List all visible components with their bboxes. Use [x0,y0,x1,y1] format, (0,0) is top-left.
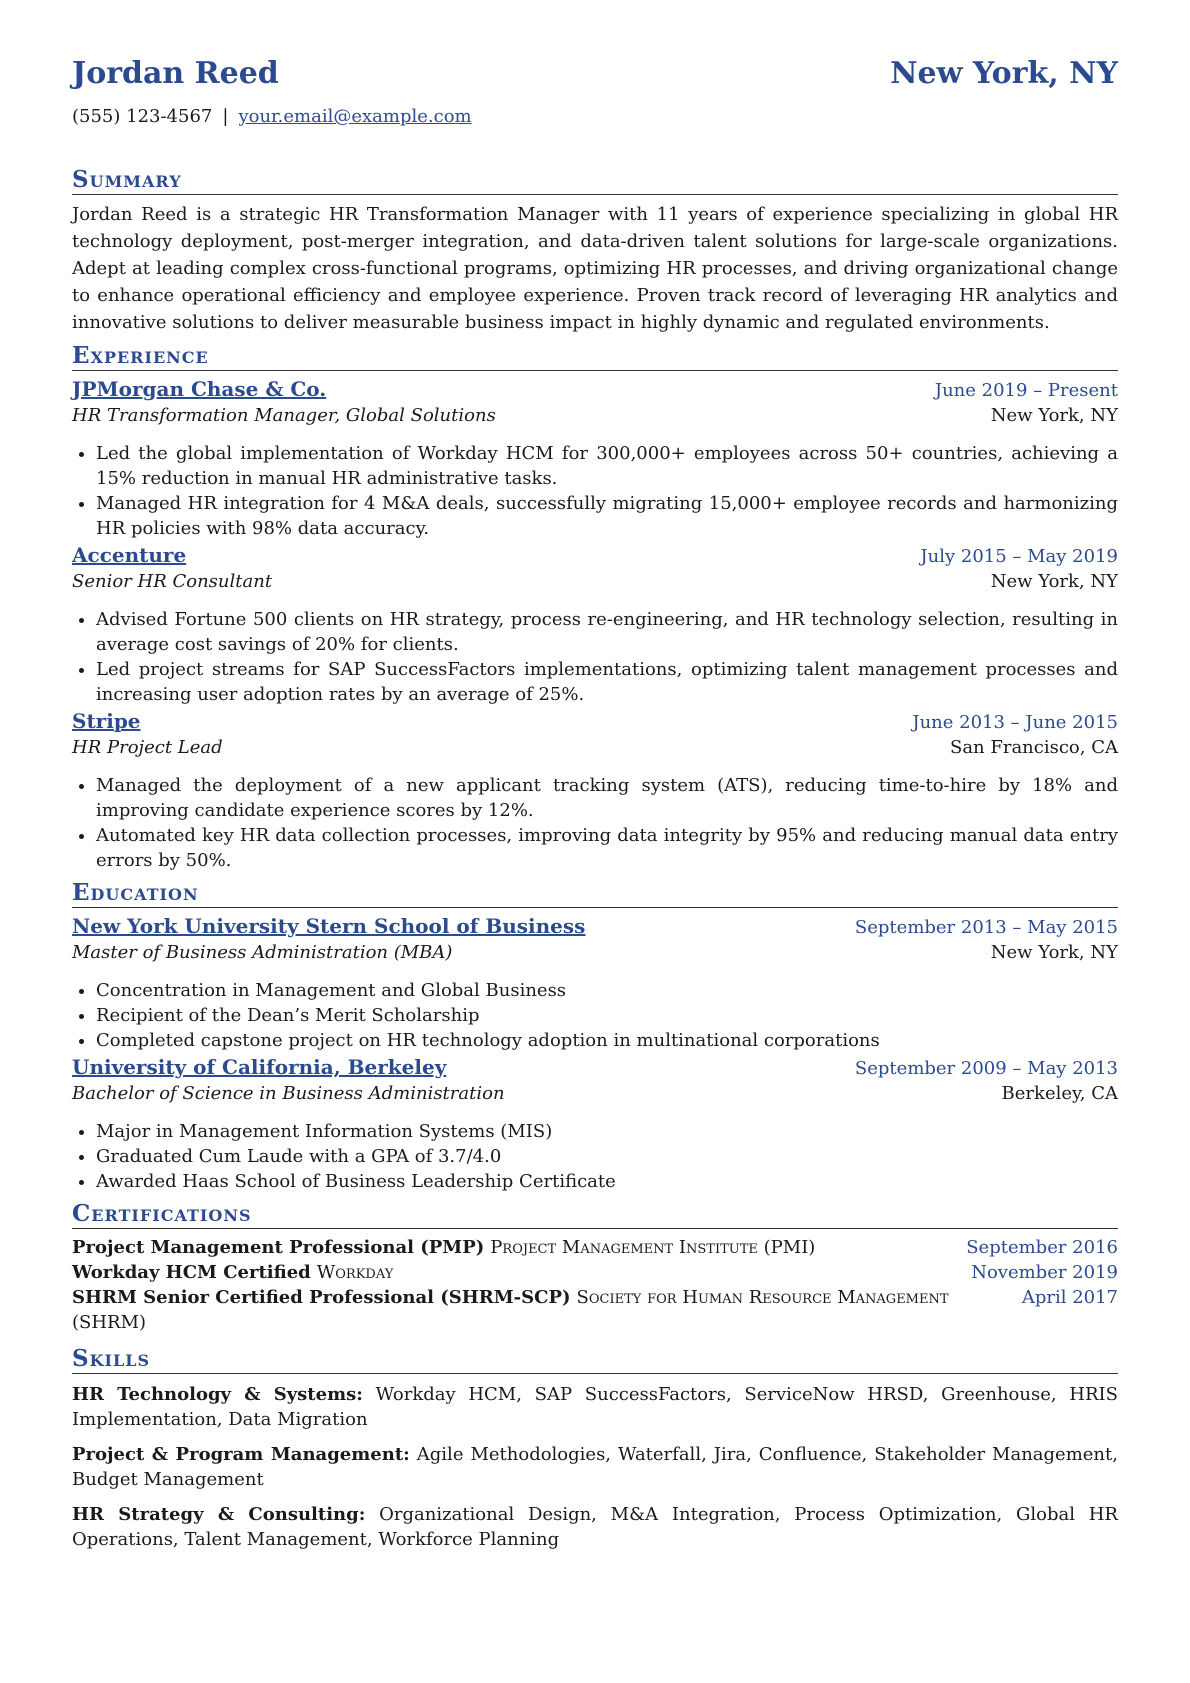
contact-line [72,106,472,127]
certification-issuer: Project Management Institute (PMI) [490,1237,816,1258]
skill-text: Workday HCM, SAP SuccessFactors, ServiceNow HRSD, Greenhouse, HRIS Implementation, Data Migration [72,1384,1118,1430]
bullet-item: • Recipient of the Dean’s Merit Scholarship [96,1003,1118,1028]
certification-issuer: Society for Human Resource Management (SHRM) [72,1287,949,1333]
education-entry [72,1055,1118,1194]
skill-group [72,1382,1118,1432]
degree: Bachelor of Science in Business Administration [72,1083,505,1104]
school-link[interactable]: University of California, Berkeley [72,1055,447,1079]
experience-entry [72,377,1118,541]
skill-label: Project & Program Management: [72,1444,410,1465]
entry-dates: June 2019 – Present [934,380,1118,401]
entry-location: New York, NY [990,405,1118,426]
section-title-summary: Summary [72,166,1118,195]
entry-location: San Francisco, CA [949,737,1118,758]
certification-row [72,1285,1118,1335]
school-link[interactable]: New York University Stern School of Business [72,914,586,938]
job-role: HR Transformation Manager, Global Solutions [72,405,496,426]
bullet-item: • Major in Management Information Systems (MIS) [96,1119,1118,1144]
bullet-item: • Managed the deployment of a new applicant tracking system (ATS), reducing time-to-hire by 18% and improving candidate experience scores by 12%. [96,773,1118,823]
certification-date: September 2016 [966,1237,1118,1258]
skill-label: HR Strategy & Consulting: [72,1504,366,1525]
bullet-item: • Concentration in Management and Global Business [96,978,1118,1003]
email-link[interactable]: your.email@example.com [238,106,472,127]
entry-dates: September 2009 – May 2013 [854,1058,1118,1079]
candidate-location: New York, NY [890,56,1118,91]
certification-name: SHRM Senior Certified Professional (SHRM-SCP) [72,1287,571,1308]
bullet-list [72,773,1118,873]
skill-group [72,1442,1118,1492]
section-title-certifications: Certifications [72,1200,1118,1229]
bullet-item: • Completed capstone project on HR technology adoption in multinational corporations [96,1028,1118,1053]
candidate-name: Jordan Reed [72,56,279,91]
bullet-list [72,607,1118,707]
job-role: Senior HR Consultant [72,571,273,592]
section-title-education: Education [72,879,1118,908]
experience-entry [72,543,1118,707]
job-role: HR Project Lead [72,737,223,758]
certification-name: Workday HCM Certified [72,1262,311,1283]
contact-separator: | [222,106,229,127]
experience-entry [72,709,1118,873]
entry-location: New York, NY [990,571,1118,592]
certification-row [72,1260,1118,1285]
certification-issuer: Workday [316,1262,394,1283]
entry-dates: July 2015 – May 2019 [920,546,1118,567]
skill-group [72,1502,1118,1552]
entry-dates: September 2013 – May 2015 [854,917,1118,938]
section-title-experience: Experience [72,342,1118,371]
entry-location: Berkeley, CA [1001,1083,1118,1104]
bullet-item: • Awarded Haas School of Business Leadership Certificate [96,1169,1118,1194]
certification-row [72,1235,1118,1260]
bullet-list [72,441,1118,541]
bullet-item: • Led the global implementation of Workday HCM for 300,000+ employees across 50+ countries, achieving a 15% reduction in manual HR administrative tasks. [96,441,1118,491]
skill-label: HR Technology & Systems: [72,1384,363,1405]
bullet-item: • Automated key HR data collection processes, improving data integrity by 95% and reducing manual data entry errors by 50%. [96,823,1118,873]
company-link[interactable]: Stripe [72,709,141,733]
certification-name: Project Management Professional (PMP) [72,1237,485,1258]
bullet-item: • Advised Fortune 500 clients on HR strategy, process re-engineering, and HR technology selection, resulting in average cost savings of 20% for clients. [96,607,1118,657]
section-title-skills: Skills [72,1345,1118,1374]
bullet-list [72,978,1118,1053]
bullet-list [72,1119,1118,1194]
bullet-item: • Led project streams for SAP SuccessFactors implementations, optimizing talent management processes and increasing user adoption rates by an average of 25%. [96,657,1118,707]
bullet-item: • Managed HR integration for 4 M&A deals, successfully migrating 15,000+ employee records and harmonizing HR policies with 98% data accuracy. [96,491,1118,541]
skill-text: Agile Methodologies, Waterfall, Jira, Confluence, Stakeholder Management, Budget Management [72,1444,1118,1490]
education-entry [72,914,1118,1053]
entry-location: New York, NY [990,942,1118,963]
certification-date: April 2017 [1021,1287,1118,1308]
bullet-item: • Graduated Cum Laude with a GPA of 3.7/4.0 [96,1144,1118,1169]
company-link[interactable]: JPMorgan Chase & Co. [72,377,327,401]
resume-header [72,0,1118,160]
skill-text: Organizational Design, M&A Integration, Process Optimization, Global HR Operations, Talent Management, Workforce Planning [72,1504,1118,1550]
summary-text: Jordan Reed is a strategic HR Transformation Manager with 11 years of experience specializing in global HR technology deployment, post-merger integration, and data-driven talent solutions for large-scale organizations. Adept at leading complex cross-functional programs, optimizing HR processes, and driving organizational change to enhance operational efficiency and employee experience. Proven track record of leveraging HR analytics and innovative solutions to deliver measurable business impact in highly dynamic and regulated environments. [72,204,1118,333]
certification-date: November 2019 [971,1262,1118,1283]
phone-number: (555) 123-4567 [72,106,213,127]
company-link[interactable]: Accenture [72,543,187,567]
entry-dates: June 2013 – June 2015 [912,712,1118,733]
degree: Master of Business Administration (MBA) [72,942,453,963]
